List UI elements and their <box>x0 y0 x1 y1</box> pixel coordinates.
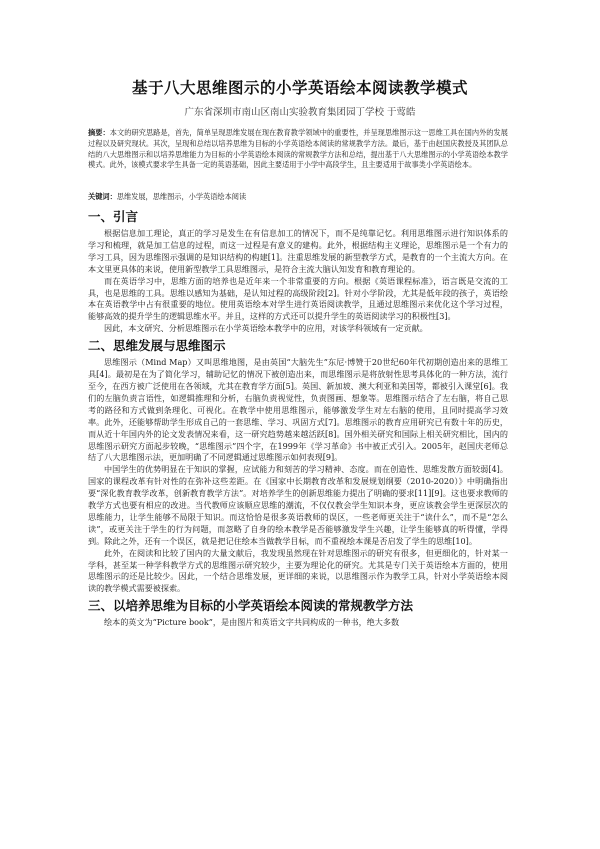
paragraph: 因此，本文研究、分析思维图示在小学英语绘本教学中的应用，对该学科领域有一定贡献。 <box>104 323 428 334</box>
section-heading-intro: 一、引言 <box>88 209 139 224</box>
author-affiliation: 广东省深圳市南山区南山实验教育集团园丁学校 于莺皓 <box>184 107 416 118</box>
abstract <box>88 128 508 171</box>
keywords-text: 思维发展，思维图示，小学英语绘本阅读 <box>116 192 247 201</box>
section-heading-thinking: 二、思维发展与思维图示 <box>88 338 226 354</box>
paragraph: 根据信息加工理论，真正的学习是发生在有信息加工的情况下，而不是纯靠记忆。利用思维图示进行知识体系的学习和梳理，就是加工信息的过程，而这一过程是有意义的建构。此外，根据结构主义理论，思维图示是一个有力的学习工具，因为思维图示强调的是知识结构的构建[1]。注重思维发展的新型教学方式，是教育的一个主流大方向。在本文里更具体的来说，使用新型教学工具思维图示，是符合主流大脑认知发育和教育理论的。 <box>88 228 508 274</box>
keywords <box>88 192 508 202</box>
keywords-label: 关键词： <box>88 192 117 201</box>
abstract-label: 摘要： <box>88 128 110 137</box>
section-heading-methods: 三、以培养思维为目标的小学英语绘本阅读的常规教学方法 <box>88 598 414 614</box>
paper-title: 基于八大思维图示的小学英语绘本阅读教学模式 <box>131 79 468 97</box>
paragraph: 此外，在阅读和比较了国内的大量文献后，我发现虽然现在针对思维图示的研究有很多，但更细化的，针对某一学科，甚至某一种学科教学方式的思维图示研究较少，主要为理论化的研究。尤其是专门关于英语绘本方面的，使用思维图示的还是比较少。因此，一个结合思维发展，更详细的来说，以思维图示作为教学工具，针对小学英语绘本阅读的教学模式需要被探索。 <box>88 547 508 594</box>
paragraph: 中国学生的优势明显在于知识的掌握，应试能力和刻苦的学习精神、态度。而在创造性、思维发散方面较弱[4]。国家的课程改革有针对性的在弥补这些差距。在《国家中长期教育改革和发展规划纲要（2010-2020）》中明确指出要“深化教育教学改革，创新教育教学方法”。对培养学生的创新思维能力提出了明确的要求[11][9]。这也要求教师的教学方式也要有相应的改进。当代教师应该顺应思维的潮流，不仅仅教会学生知识本身，更应该教会学生更深层次的思维能力，让学生能够不局限于知识。而这恰恰是很多英语教师的误区，一些老师更关注于“读什么”，而不是“怎么读”，或更关注于学生的行为问题，而忽略了自身的绘本教学是否能够激发学生兴趣，让学生能够真的听得懂，学得到。除此之外，还有一个误区，就是把记住绘本当做教学目标，而不重视绘本课是否启发了学生的思维[10]。 <box>88 464 508 546</box>
paper-body <box>88 206 508 629</box>
paragraph: 而在英语学习中，思维方面的培养也是近年来一个非常重要的方向。根据《英语课程标准》，语言既是交流的工具，也是思维的工具。思维以感知为基础，是认知过程的高级阶段[2]。针对小学阶段，尤其是低年段的孩子，英语绘本在英语教学中占有很重要的地位。使用英语绘本对学生进行英语阅读教学，且通过思维图示来优化这个学习过程，能够高效的提升学生的逻辑思维水平。并且，这样的方式还可以提升学生的英语阅读学习的积极性[3]。 <box>88 275 508 322</box>
paragraph: 思维图示（Mind Map）又叫思维地图，是由英国“大脑先生”东尼·博赞于20世纪60年代初期创造出来的思维工具[4]。最初是在为了简化学习，辅助记忆的情况下被创造出来，而思维图示是将放射性思考具体化的一种方法，流行至今，在西方被广泛使用在各领域，尤其在教育学方面[5]。英国、新加坡、澳大利亚和美国等，都被引入课堂[6]。我们的左脑负责言语性，如逻辑推理和分析，右脑负责视觉性，负责图画、想象等。思维图示结合了左右脑，将自己思考的路径和方式做到条理化、可视化。在教学中使用思维图示，能够激发学生对左右脑的使用，且同时提高学习效率。此外，还能够帮助学生形成自己的一套思维、学习、巩固方式[7]。思维图示的教育应用研究已有数十年的历史，而从近十年国内外的论文发表情况来看，这一研究趋势越来越活跃[8]。国外相关研究和国际上相关研究相比，国内的思维图示研究方面起步较晚，“思维图示”四个字，在1999年《学习革命》书中被正式引入。2005年，赵国庆老师总结了八大思维图示法，更加明确了不同逻辑通过思维图示如何表现[9]。 <box>88 357 508 463</box>
paragraph: 绘本的英文为“Picture book”，是由图片和英语文字共同构成的一种书，绝大多数 <box>104 617 400 628</box>
abstract-text: 本文的研究思路是，首先，简单呈现思维发展在现在教育教学领域中的重要性，并呈现思维图示这一思维工具在国内外的发展过程以及研究现状。其次，呈现和总结以培养思维为目标的小学英语绘本阅读的常规教学方法。最后，基于由赵国庆教授及其团队总结的八大思维图示和以培养思维能力为目标的小学英语绘本阅读的常规教学方法和总结，提出基于八大思维图示的小学英语绘本教学模式。此外，该模式要求学生具备一定的英语基础，因此主要适用于小学中高段学生，且主要适用于故事类小学英语绘本。 <box>88 128 508 170</box>
